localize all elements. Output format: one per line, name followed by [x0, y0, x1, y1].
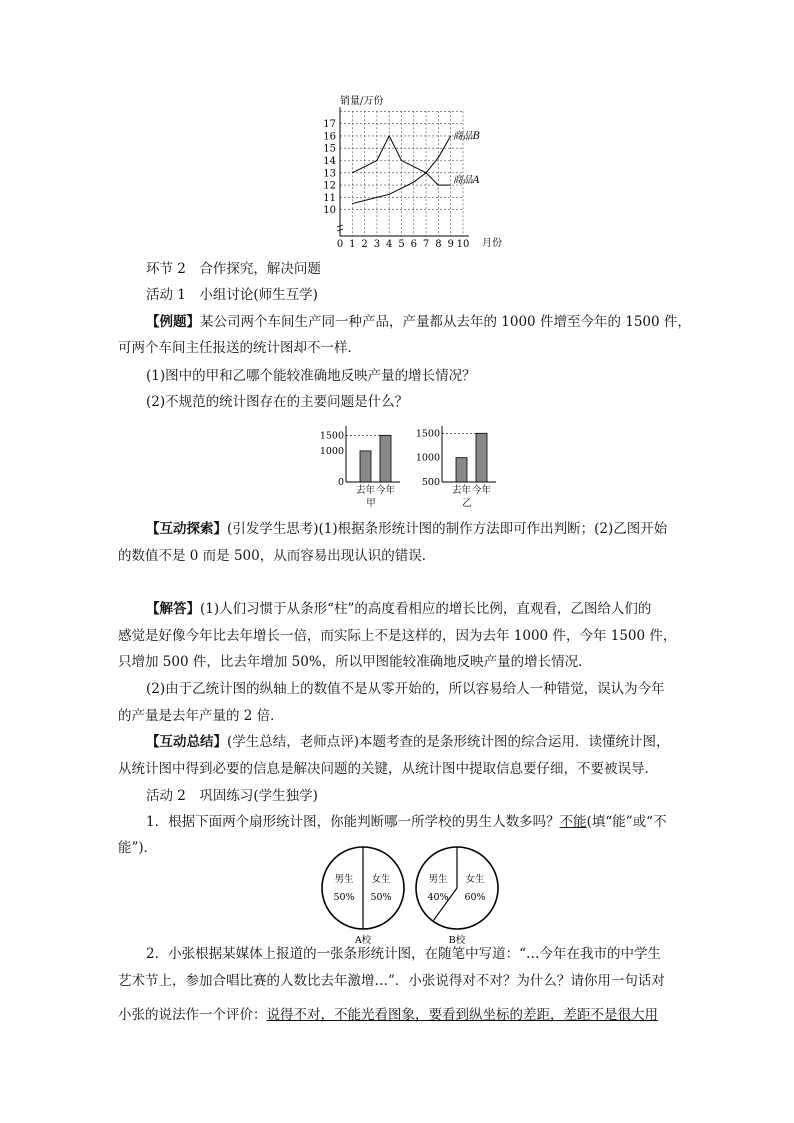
x-tick-label: 3	[373, 239, 381, 250]
x-tick-label: 今年	[375, 485, 396, 496]
answer-line-3: 只增加 500 件，比去年增加 50%，所以甲图能较准确地反映产量的增长情况．	[118, 654, 592, 670]
x-tick-label: 0	[336, 239, 344, 250]
answer-line-5: 的产量是去年产量的 2 倍．	[118, 708, 284, 724]
y-tick-label: 12	[323, 180, 336, 192]
y-tick-label: 13	[323, 168, 336, 180]
series-line-b	[352, 136, 450, 204]
answer-line-2: 感觉是好像今年比去年增长一倍，而实际上不是这样的，因为去年 1000 件，今年 1500 件，	[118, 628, 677, 644]
pie-slice-value: 60%	[464, 892, 486, 903]
answer-line-4: (2)由于乙统计图的纵轴上的数值不是从零开始的，所以容易给人一种错觉，误认为今年	[146, 681, 665, 697]
summary-text-1: (学生总结，老师点评)本题考查的是条形统计图的综合运用．读懂统计图，	[227, 734, 670, 750]
chart-label: 甲	[366, 498, 376, 509]
line-chart	[318, 92, 508, 254]
exercise-2-line-2: 艺术节上，参加合唱比赛的人数比去年激增…”．小张说得对不对？为什么？请你用一句话对	[118, 973, 665, 989]
x-tick-label: 1	[349, 239, 356, 250]
pie-slice-name: 女生	[371, 874, 391, 885]
pie-slice-value: 50%	[333, 892, 355, 903]
bar-chart-yi	[412, 420, 508, 516]
example-tag: 【例题】	[146, 314, 200, 330]
y-tick-label: 15	[323, 143, 336, 155]
exercise-1-line-1	[146, 811, 706, 833]
explore-tag: 【互动探索】	[146, 521, 227, 537]
x-tick-label: 今年	[471, 485, 492, 496]
question-2: (2)不规范的统计图存在的主要问题是什么？	[146, 394, 409, 410]
explore-line-1	[146, 518, 706, 540]
x-tick-label: 9	[447, 239, 454, 250]
y-tick-label: 1500	[415, 428, 440, 440]
exercise-1-text-2: (填“能”或“不	[586, 814, 667, 830]
x-tick-label: 去年	[355, 485, 376, 496]
exercise-2-line-3	[118, 1004, 678, 1026]
pie-slice-value: 40%	[427, 892, 449, 903]
x-tick-label: 4	[386, 239, 393, 250]
answer-line-1	[146, 598, 706, 620]
exercise-2-line-1: 2．小张根据某媒体上报道的一张条形统计图，在随笔中写道：“…今年在我市的中学生	[146, 946, 661, 962]
explore-text-1: (引发学生思考)(1)根据条形统计图的制作方法即可作出判断；(2)乙图开始	[227, 521, 668, 537]
x-tick-label: 5	[398, 239, 405, 250]
y-tick-label: 500	[421, 477, 440, 488]
y-tick-label: 1000	[319, 445, 344, 457]
exercise-1-text: 1．根据下面两个扇形统计图，你能判断哪一所学校的男生人数多吗？	[146, 814, 560, 830]
bar-chart-jia	[316, 420, 412, 516]
x-tick-label: 7	[422, 239, 430, 250]
y-axis-label: 销量/万份	[340, 96, 384, 107]
x-tick-label: 去年	[451, 485, 472, 496]
summary-line-2: 从统计图中得到必要的信息是解决问题的关键，从统计图中提取信息要仔细，不要被误导．	[118, 761, 658, 777]
exercise-2-answer: 说得不对，不能光看图象，要看到纵坐标的差距，差距不是很大用	[266, 1007, 658, 1023]
summary-tag: 【互动总结】	[146, 734, 227, 750]
x-tick-label: 10	[456, 239, 470, 250]
activity-1-heading: 活动 1 小组讨论(师生互学)	[146, 287, 318, 303]
bar-去年	[456, 458, 467, 482]
example-text-1: 某公司两个车间生产同一种产品，产量都从去年的 1000 件增至今年的 1500 件，	[200, 314, 691, 330]
x-tick-label: 2	[361, 239, 368, 250]
y-tick-label: 1500	[319, 430, 344, 442]
bar-去年	[360, 451, 371, 482]
explore-line-2: 的数值不是 0 而是 500，从而容易出现认识的错误．	[118, 548, 436, 564]
y-tick-label: 11	[323, 192, 336, 204]
exercise-2-text: 小张的说法作一个评价：	[118, 1007, 267, 1023]
y-tick-label: 10	[323, 205, 336, 217]
example-line-2: 可两个车间主任报送的统计图却不一样．	[118, 340, 361, 356]
answer-tag: 【解答】	[146, 601, 200, 617]
chart-label: 乙	[462, 498, 472, 509]
series-label: 商品B	[452, 130, 481, 142]
y-tick-label: 1000	[415, 452, 440, 464]
x-tick-label: 8	[435, 239, 442, 250]
answer-text-1: (1)人们习惯于从条形“柱”的高度看相应的增长比例，直观看，乙图给人们的	[200, 601, 652, 617]
question-1: (1)图中的甲和乙哪个能较准确地反映产量的增长情况？	[146, 368, 476, 384]
y-tick-label: 17	[323, 119, 336, 131]
pie-slice-name: 女生	[465, 874, 485, 885]
bar-今年	[380, 435, 391, 482]
pie-slice-value: 50%	[370, 892, 392, 903]
summary-line-1	[146, 731, 706, 753]
series-label: 商品A	[452, 175, 480, 187]
example-line-1	[146, 311, 706, 333]
y-tick-label: 14	[323, 156, 336, 167]
exercise-1-line-2: 能”)．	[118, 840, 158, 856]
x-axis-label: 月份	[482, 238, 502, 249]
bar-今年	[476, 433, 487, 482]
exercise-1-answer: 不能	[559, 814, 587, 830]
pie-chart-b	[412, 840, 502, 950]
pie-slice-name: 男生	[334, 874, 354, 885]
pie-chart-a	[318, 840, 408, 950]
pie-chart-label: B校	[448, 935, 466, 946]
pie-slice-name: 男生	[428, 874, 448, 885]
section-heading: 环节 2 合作探究，解决问题	[146, 261, 321, 277]
y-tick-label: 16	[323, 131, 336, 143]
pie-chart-label: A校	[354, 935, 372, 946]
activity-2-heading: 活动 2 巩固练习(学生独学)	[146, 788, 318, 804]
x-tick-label: 6	[410, 239, 417, 250]
y-tick-label: 0	[337, 477, 344, 488]
